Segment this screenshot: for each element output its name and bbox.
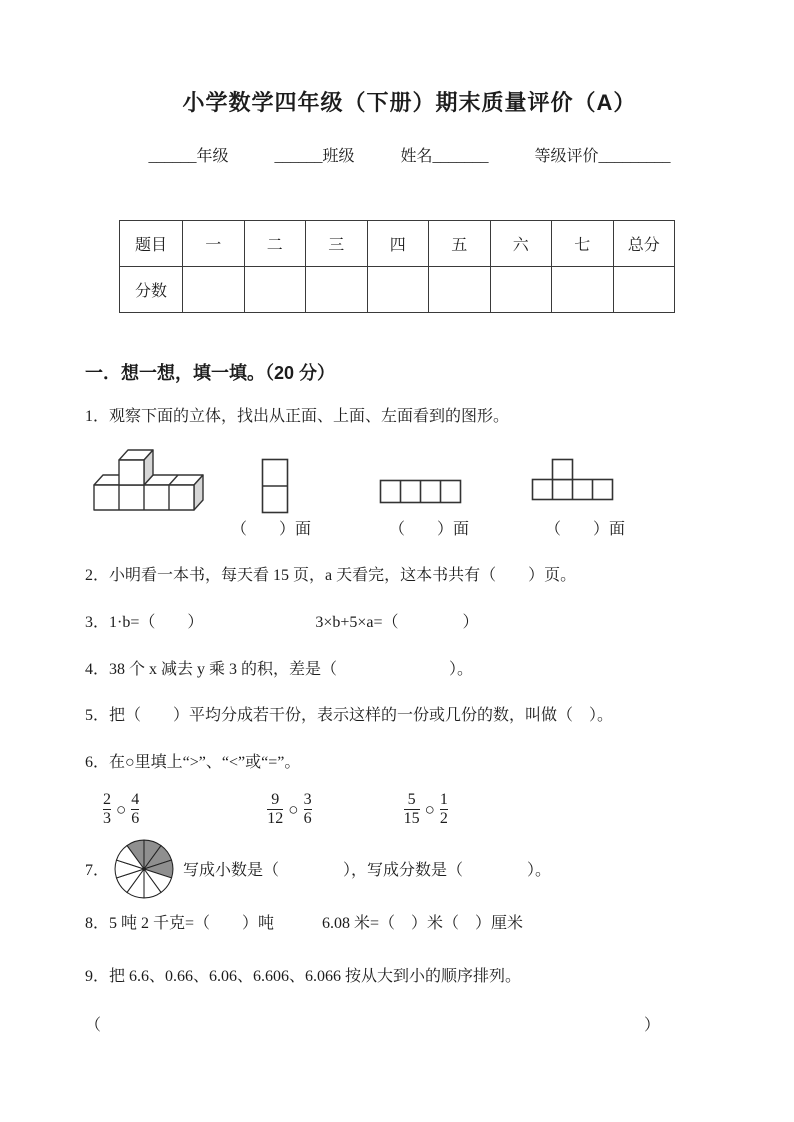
student-info-line — [85, 143, 734, 166]
score-table-header-cell: 三 — [306, 221, 368, 267]
fraction-denominator: 3 — [103, 810, 111, 828]
name-blank: 姓名_______ — [400, 148, 489, 165]
comparison-circle: ○ — [116, 799, 127, 819]
score-cell-empty — [367, 267, 429, 313]
question-3-part2: 3×b+5×a=（ ） — [315, 614, 479, 632]
question-1-text: 1．观察下面的立体，找出从正面、上面、左面看到的图形。 — [85, 408, 510, 425]
question-4-text: 4．38 个 x 减去 y 乘 3 的积，差是（ ）。 — [85, 661, 474, 679]
answer-paren-close: ） — [643, 1017, 660, 1035]
view-blank-label: （ ）面 — [545, 521, 626, 539]
question-2-text: 2．小明看一本书，每天看 15 页，a 天看完，这本书共有（ ）页。 — [85, 567, 577, 585]
score-table-header-cell: 五 — [429, 221, 491, 267]
question-5-text: 5．把（ ）平均分成若干份，表示这样的一份或几份的数，叫做（ ）。 — [85, 706, 614, 724]
two-squares-column-figure — [261, 458, 290, 516]
fraction-denominator: 2 — [439, 810, 448, 828]
fraction-denominator: 6 — [131, 810, 140, 828]
four-squares-row-figure — [379, 479, 463, 505]
question-1-figures — [85, 444, 734, 544]
score-cell-empty — [613, 267, 675, 313]
question-7-text: 写成小数是（ ），写成分数是（ ）。 — [183, 862, 552, 880]
score-table-score-row — [120, 267, 675, 313]
fraction-denominator: 6 — [303, 810, 312, 828]
fraction — [131, 791, 139, 829]
fraction-denominator: 15 — [403, 810, 420, 828]
fraction-comparison — [404, 791, 448, 829]
view-blank-label: （ ）面 — [389, 521, 470, 539]
question-3-part1: 3．1·b=（ ） — [85, 614, 204, 632]
score-cell-empty — [552, 267, 614, 313]
comparison-circle: ○ — [424, 799, 435, 819]
pie-chart — [113, 838, 175, 900]
fraction-numerator: 9 — [271, 791, 280, 809]
fraction — [267, 791, 283, 829]
fraction — [404, 791, 420, 829]
question-8-text: 8．5 吨 2 千克=（ ）吨 6.08 米=（ ）米（ ）厘米 — [85, 914, 524, 932]
score-table-header-cell: 题目 — [120, 221, 183, 267]
score-cell-empty — [306, 267, 368, 313]
t-shape-squares-figure — [531, 457, 615, 502]
fraction — [440, 791, 448, 829]
question-9-answer-line — [85, 1012, 660, 1035]
score-table-header-row — [120, 221, 675, 267]
class-blank: ______班级 — [274, 148, 355, 165]
question-3 — [85, 609, 734, 632]
score-table-header-cell: 总分 — [613, 221, 675, 267]
fraction — [103, 791, 111, 829]
score-table-header-cell: 二 — [244, 221, 306, 267]
cube-stack-3d-figure — [93, 444, 219, 520]
page-title: 小学数学四年级（下册）期末质量评价（A） — [182, 90, 637, 115]
score-table-header-cell: 一 — [183, 221, 245, 267]
fraction-numerator: 1 — [439, 791, 448, 809]
grade-blank: ______年级 — [148, 148, 229, 165]
rating-blank: 等级评价_________ — [534, 148, 671, 165]
score-cell-empty — [429, 267, 491, 313]
fraction — [304, 791, 312, 829]
score-cell-empty — [244, 267, 306, 313]
score-row-label: 分数 — [120, 267, 183, 313]
fraction-denominator: 12 — [267, 810, 284, 828]
fraction-comparison — [267, 791, 311, 829]
score-cell-empty — [183, 267, 245, 313]
question-7 — [85, 838, 734, 900]
view-blank-label: （ ）面 — [231, 521, 312, 539]
score-table-header-cell: 六 — [490, 221, 552, 267]
question-7-number: 7． — [85, 862, 110, 880]
answer-paren-open: （ — [85, 1017, 102, 1035]
question-9-text: 9．把 6.6、0.66、6.06、6.606、6.066 按从大到小的顺序排列。 — [85, 968, 522, 986]
fraction-numerator: 5 — [407, 791, 416, 809]
fraction-numerator: 3 — [303, 791, 312, 809]
question-6-text: 6．在○里填上“>”、“<”或“=”。 — [85, 753, 301, 771]
score-table-header-cell: 四 — [367, 221, 429, 267]
score-table-header-cell: 七 — [552, 221, 614, 267]
fraction-numerator: 4 — [131, 791, 140, 809]
fraction-comparison — [103, 791, 139, 829]
comparison-circle: ○ — [288, 799, 299, 819]
score-table — [119, 220, 675, 313]
section1-heading: 一．想一想，填一填。（20 分） — [85, 363, 336, 383]
fraction-numerator: 2 — [103, 791, 111, 809]
score-cell-empty — [490, 267, 552, 313]
question-6-comparisons — [103, 786, 734, 834]
